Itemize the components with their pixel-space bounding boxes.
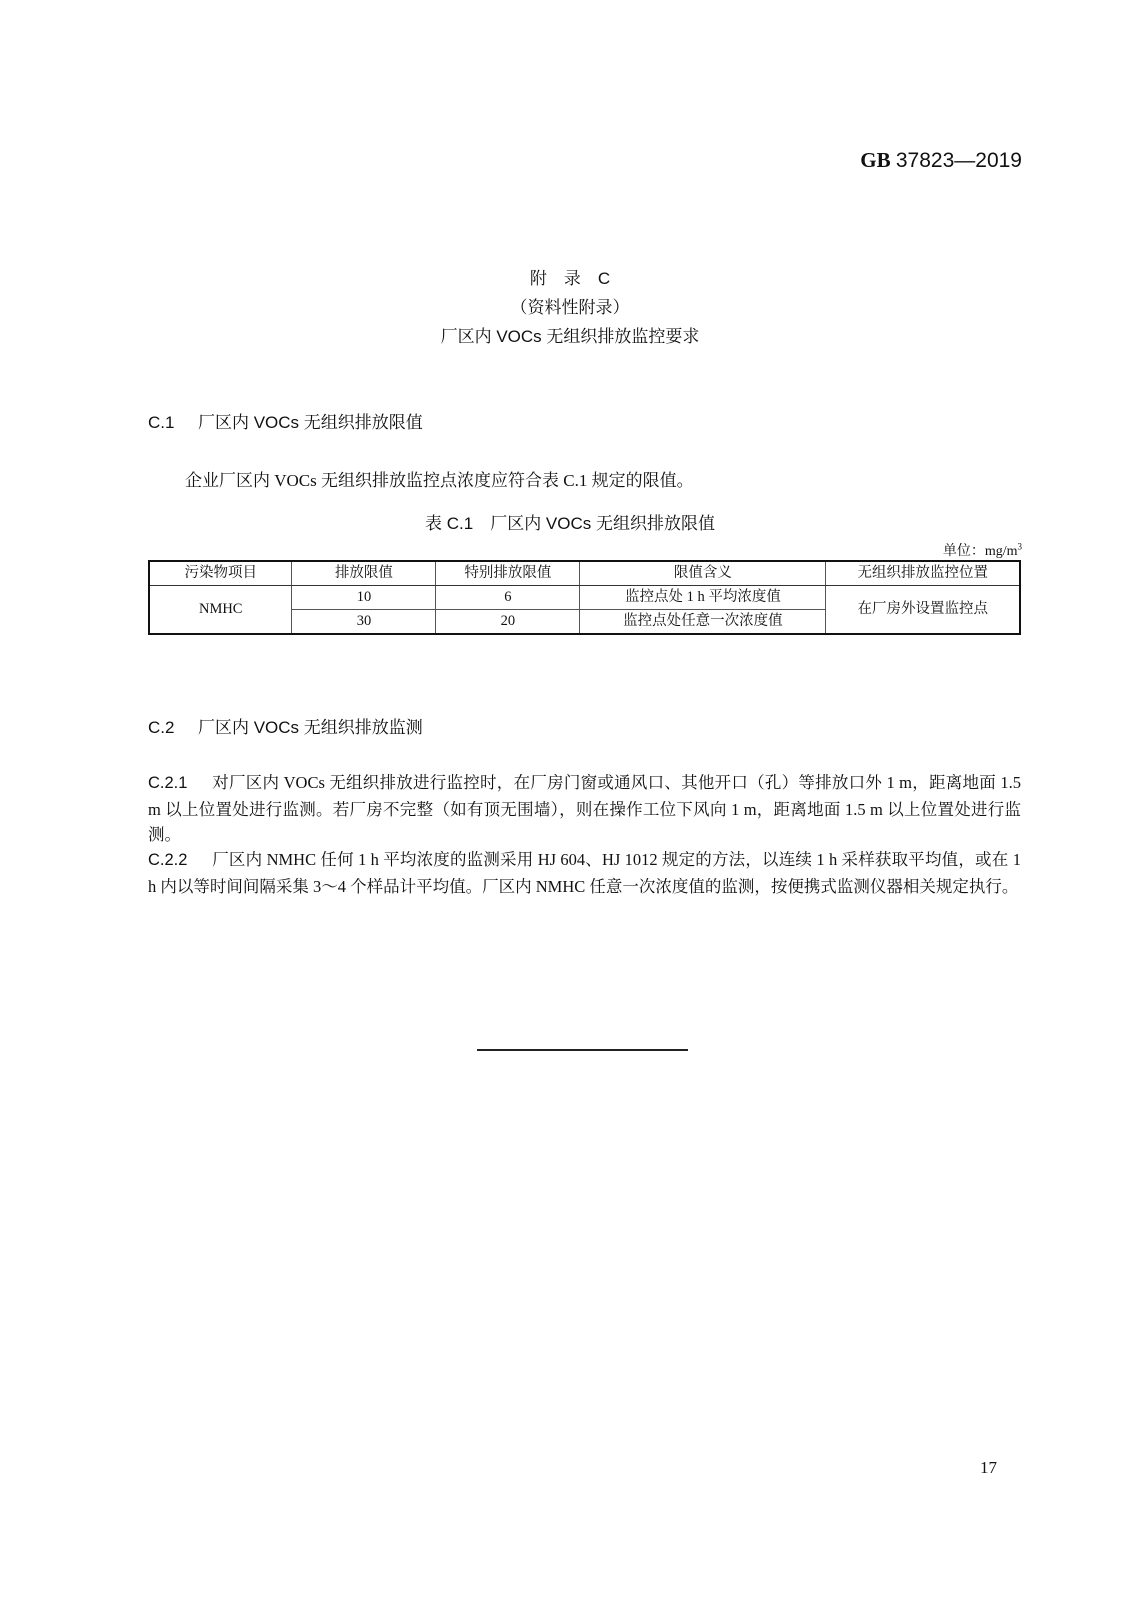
- appendix-title-part: C: [597, 269, 611, 288]
- section-number: C.1: [148, 413, 175, 432]
- cell-limit: 30: [292, 610, 436, 635]
- section-title: 厂区内 VOCs 无组织排放监测: [198, 718, 423, 737]
- cell-special-limit: 6: [436, 586, 580, 610]
- appendix-title-part: 录: [563, 269, 581, 288]
- appendix-title: [0, 264, 1140, 289]
- section-title: 厂区内 VOCs 无组织排放限值: [198, 413, 423, 432]
- header-special-limit: 特别排放限值: [436, 561, 580, 586]
- clause-c2-1: [148, 770, 1021, 848]
- header-limit: 排放限值: [292, 561, 436, 586]
- clause-c2-2: [148, 847, 1021, 899]
- standard-code: [860, 148, 1022, 173]
- end-of-appendix-rule: [477, 1049, 688, 1051]
- unit-text: 单位：mg/m: [942, 544, 1018, 559]
- section-number: C.2: [148, 718, 175, 737]
- clause-text: 对厂区内 VOCs 无组织排放进行监控时，在厂房门窗或通风口、其他开口（孔）等排放口外 1 m，距离地面 1.5 m 以上位置处进行监测。若厂房不完整（如有顶无围墙），则在操作工位下风向 1 m，距离地面 1.5 m 以上位置处进行监测。: [148, 773, 1021, 844]
- table-header-row: [149, 561, 1020, 586]
- unit-superscript: 3: [1017, 541, 1022, 552]
- clause-number: C.2.2: [148, 851, 188, 869]
- section-heading-c2: [148, 713, 423, 738]
- header-location: 无组织排放监控位置: [826, 561, 1020, 586]
- header-pollutant: 污染物项目: [149, 561, 292, 586]
- standard-number: 37823—2019: [895, 149, 1022, 172]
- limits-table: [148, 560, 1021, 635]
- clause-text: 厂区内 NMHC 任何 1 h 平均浓度的监测采用 HJ 604、HJ 1012 规定的方法，以连续 1 h 采样获取平均值，或在 1 h 内以等时间间隔采集 3～4 个样品计平均值。厂区内 NMHC 任意一次浓度值的监测，按便携式监测仪器相关规定执行。: [148, 850, 1021, 896]
- cell-meaning: 监控点处 1 h 平均浓度值: [580, 586, 826, 610]
- appendix-title-part: 附: [529, 269, 547, 288]
- cell-location: 在厂房外设置监控点: [826, 586, 1020, 635]
- page-number: 17: [980, 1458, 997, 1477]
- cell-special-limit: 20: [436, 610, 580, 635]
- section-c1-paragraph: 企业厂区内 VOCs 无组织排放监控点浓度应符合表 C.1 规定的限值。: [185, 471, 694, 490]
- table-row: [149, 586, 1020, 610]
- section-heading-c1: [148, 408, 423, 433]
- table-caption: 表 C.1 厂区内 VOCs 无组织排放限值: [425, 514, 715, 533]
- cell-limit: 10: [292, 586, 436, 610]
- table-unit: [943, 540, 1022, 560]
- cell-meaning: 监控点处任意一次浓度值: [580, 610, 826, 635]
- cell-pollutant: NMHC: [149, 586, 292, 635]
- appendix-heading: 厂区内 VOCs 无组织排放监控要求: [440, 327, 700, 346]
- header-meaning: 限值含义: [580, 561, 826, 586]
- appendix-type: （资料性附录）: [510, 298, 630, 317]
- standard-prefix: GB: [860, 148, 891, 172]
- clause-number: C.2.1: [148, 774, 188, 792]
